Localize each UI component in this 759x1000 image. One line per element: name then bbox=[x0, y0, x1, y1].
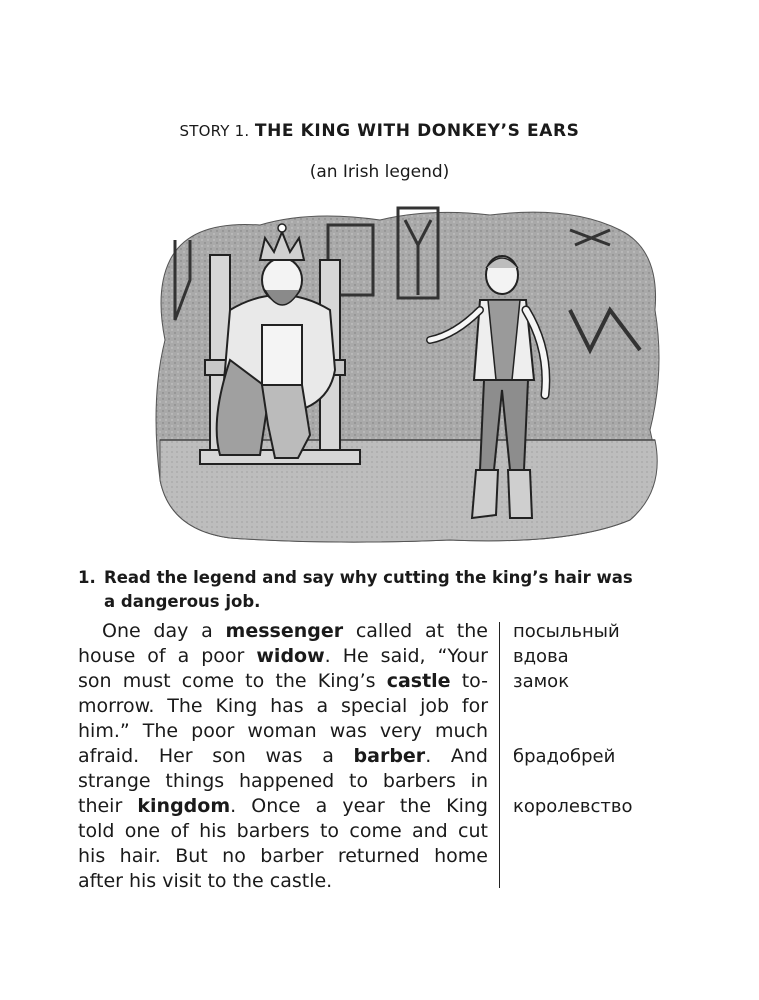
story-line bbox=[78, 669, 488, 694]
vocabulary-word: kingdom bbox=[137, 795, 231, 817]
vocabulary-word: widow bbox=[256, 645, 325, 667]
story-line bbox=[78, 744, 488, 769]
story-line bbox=[78, 694, 488, 719]
story-text-fragment: after his visit to the castle. bbox=[78, 870, 333, 892]
king-on-throne-with-barber-illustration bbox=[150, 200, 670, 545]
glossary-entry: королевство bbox=[513, 796, 633, 817]
story-title bbox=[0, 121, 759, 141]
vocabulary-word: barber bbox=[353, 745, 426, 767]
story-line bbox=[78, 794, 488, 819]
story-text-fragment: house of a poor bbox=[78, 645, 257, 667]
story-text-fragment: afraid. Her son was a bbox=[78, 745, 354, 767]
story-line bbox=[78, 869, 488, 894]
story-text-fragment: son must come to the King’s bbox=[78, 670, 387, 692]
story-text-fragment: called at the bbox=[343, 620, 488, 642]
glossary-divider bbox=[499, 622, 500, 888]
story-line bbox=[78, 844, 488, 869]
story-text bbox=[78, 619, 488, 894]
story-line bbox=[78, 719, 488, 744]
vocabulary-word: messenger bbox=[225, 620, 344, 642]
task-text-line-1: Read the legend and say why cutting the king’s hair was bbox=[104, 568, 633, 587]
glossary-column bbox=[513, 619, 713, 819]
story-title-text: THE KING WITH DONKEY’S EARS bbox=[254, 121, 580, 141]
story-line bbox=[78, 644, 488, 669]
story-number: STORY 1. bbox=[179, 122, 250, 140]
story-text-fragment: their bbox=[78, 795, 138, 817]
vocabulary-word: castle bbox=[386, 670, 451, 692]
story-text-fragment: his hair. But no barber returned home bbox=[78, 845, 488, 867]
story-line bbox=[78, 619, 488, 644]
story-text-fragment: One day a bbox=[102, 620, 226, 642]
task-instruction bbox=[78, 566, 698, 614]
story-line bbox=[78, 769, 488, 794]
glossary-entry bbox=[513, 769, 713, 794]
story-text-fragment: morrow. The King has a special job for bbox=[78, 695, 488, 717]
glossary-entry bbox=[513, 719, 713, 744]
glossary-entry: вдова bbox=[513, 646, 569, 667]
story-text-fragment: . Once a year the King bbox=[230, 795, 488, 817]
glossary-entry bbox=[513, 694, 713, 719]
glossary-entry: посыльный bbox=[513, 621, 620, 642]
glossary-entry: брадобрей bbox=[513, 746, 616, 767]
story-text-fragment: . He said, “Your bbox=[324, 645, 488, 667]
task-text-line-2: a dangerous job. bbox=[104, 592, 261, 611]
story-text-fragment: . And bbox=[425, 745, 488, 767]
story-text-fragment: told one of his barbers to come and cut bbox=[78, 820, 488, 842]
story-text-fragment: to- bbox=[450, 670, 488, 692]
story-text-fragment: strange things happened to barbers in bbox=[78, 770, 488, 792]
story-line bbox=[78, 819, 488, 844]
story-text-fragment: him.” The poor woman was very much bbox=[78, 720, 488, 742]
task-number: 1. bbox=[78, 568, 96, 587]
glossary-entry: замок bbox=[513, 671, 570, 692]
story-subtitle: (an Irish legend) bbox=[309, 162, 450, 182]
